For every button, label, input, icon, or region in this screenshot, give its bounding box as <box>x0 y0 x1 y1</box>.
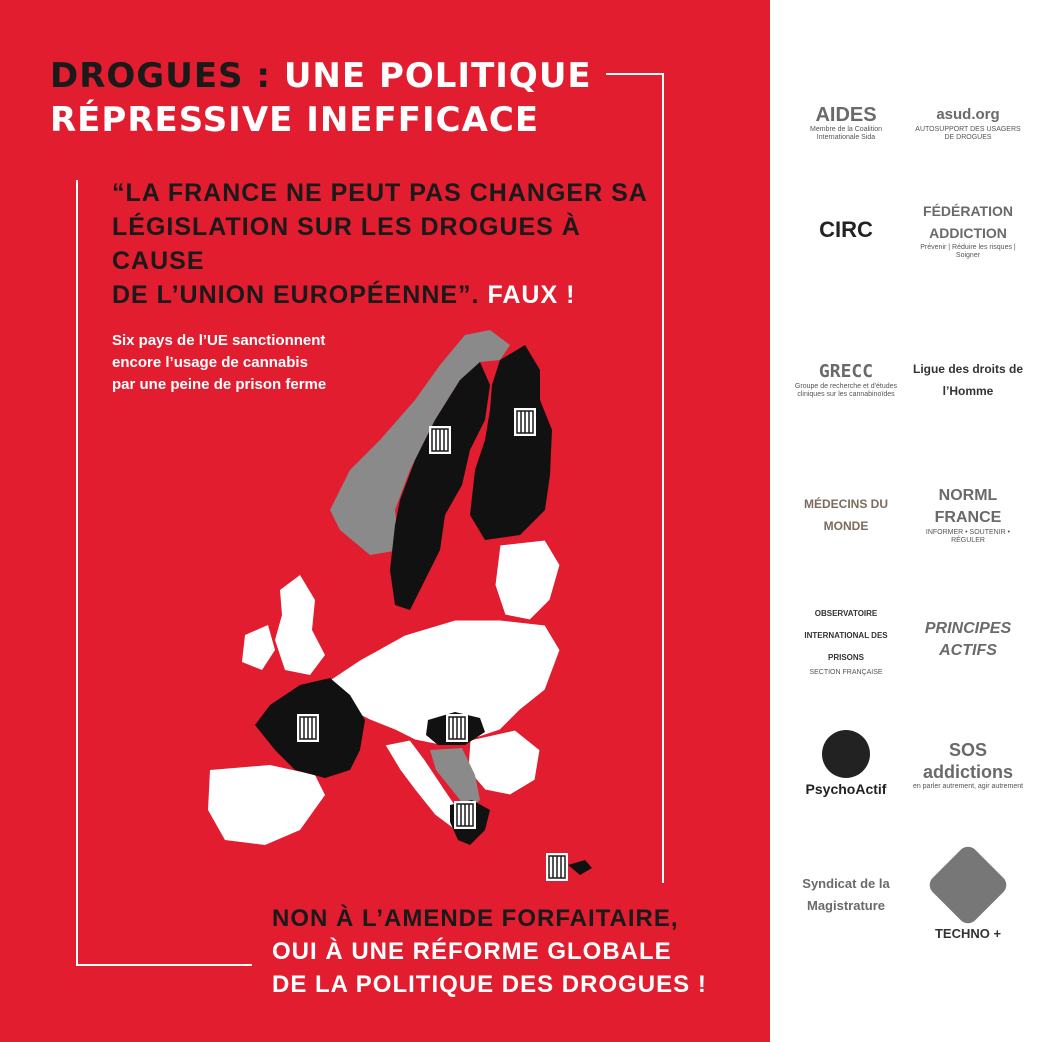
country-cyprus <box>568 860 592 875</box>
frame-right <box>662 73 664 883</box>
quote-line3-text: DE L’UNION EUROPÉENNE”. <box>112 281 480 309</box>
logo-sos-addictions: SOS addictions en parler autrement, agir autrement <box>912 740 1024 790</box>
logo-grecc: GRECC Groupe de recherche et d'études cliniques sur les cannabinoïdes <box>794 361 898 398</box>
prison-icon-sweden <box>429 426 451 454</box>
techno-plus-emblem-icon <box>926 843 1011 928</box>
prison-icon-hungary <box>446 714 468 742</box>
frame-top-right <box>606 73 664 75</box>
logo-aides: AIDES Membre de la Coalition Internationale Sida <box>810 104 882 141</box>
call-to-action <box>272 902 752 1001</box>
title-part3: RÉPRESSIVE INEFFICACE <box>50 100 540 140</box>
frame-left <box>76 180 78 966</box>
quote-verdict: FAUX ! <box>487 281 576 309</box>
logo-techno-plus: TECHNO + <box>912 850 1024 950</box>
psychoactif-mushroom-icon <box>822 730 870 778</box>
logo-syndicat-magistrature: Syndicat de la Magistrature <box>802 876 890 913</box>
logo-norml: NORML FRANCE INFORMER • SOUTENIR • RÉGULER <box>925 487 1011 544</box>
note-line3: par une peine de prison ferme <box>112 376 327 393</box>
cta-line1: NON À L’AMENDE FORFAITAIRE, <box>272 905 679 932</box>
logo-oip: OBSERVATOIRE INTERNATIONAL DES PRISONS SECTION FRANÇAISE <box>804 609 888 676</box>
prison-icon-france <box>297 714 319 742</box>
logo-psychoactif: PsychoActif <box>790 720 902 810</box>
logo-asud: asud.org AUTOSUPPORT DES USAGERS DE DROGUES <box>915 106 1021 141</box>
note-line2: encore l’usage de cannabis <box>112 354 308 371</box>
quote-block <box>112 176 652 312</box>
note-line1: Six pays de l’UE sanctionnent <box>112 332 326 349</box>
quote-line2: LÉGISLATION SUR LES DROGUES À CAUSE <box>112 213 581 275</box>
country-ireland <box>242 625 275 670</box>
cta-line3: DE LA POLITIQUE DES DROGUES ! <box>272 971 707 998</box>
title-part1: DROGUES : <box>50 56 271 96</box>
country-romania-bulgaria <box>468 730 540 795</box>
logo-principes-actifs: PRINCIPES ACTIFS <box>924 620 1012 659</box>
logo-medecins-du-monde: MÉDECINS DU MONDE <box>803 497 888 533</box>
country-iberia <box>208 765 325 845</box>
logo-federation-addiction: FÉDÉRATION ADDICTION Prévenir | Réduire les risques | Soigner <box>920 203 1016 259</box>
prison-icon-greece <box>454 801 476 829</box>
country-uk <box>275 575 325 675</box>
country-baltics <box>495 540 560 620</box>
page-title <box>50 54 610 142</box>
prison-icon-cyprus <box>546 853 568 881</box>
title-part2: UNE POLITIQUE <box>283 56 592 96</box>
logo-circ: CIRC <box>819 217 873 242</box>
europe-map <box>200 300 620 900</box>
prison-icon-finland <box>514 408 536 436</box>
frame-bottom-left <box>76 964 252 966</box>
cta-line2: OUI À UNE RÉFORME GLOBALE <box>272 938 672 965</box>
logo-ldh: Ligue des droits de l’Homme <box>912 362 1023 398</box>
quote-line1: “LA FRANCE NE PEUT PAS CHANGER SA <box>112 179 648 207</box>
